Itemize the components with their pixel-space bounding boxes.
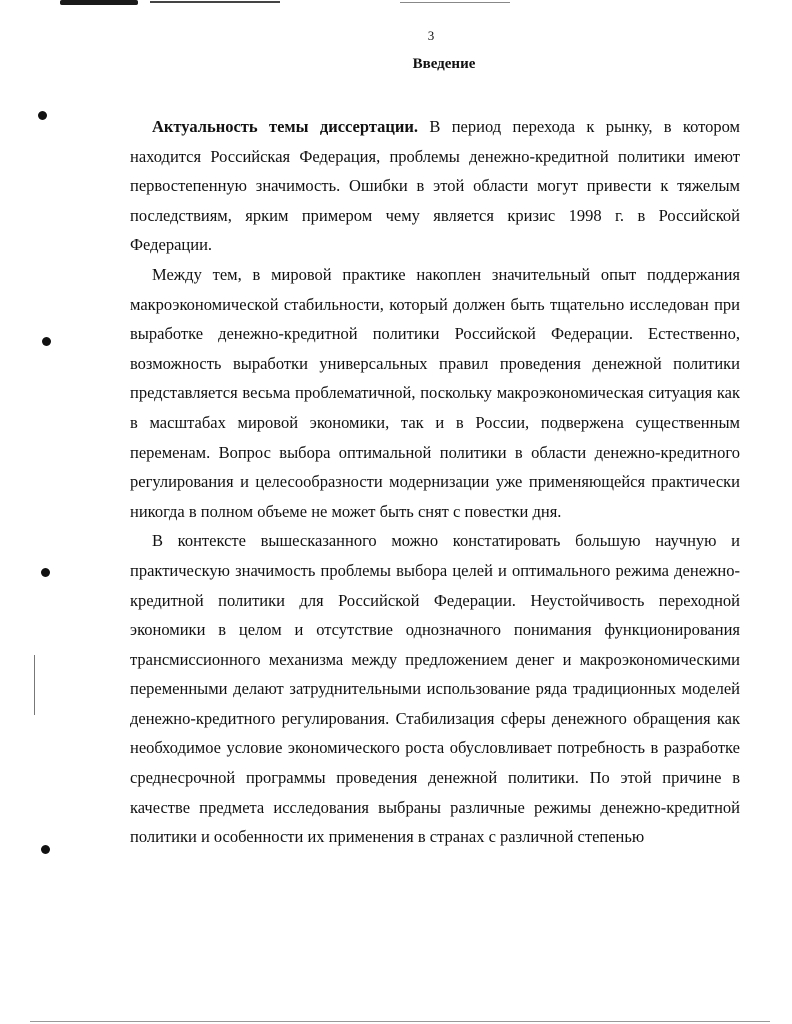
- paragraph: [130, 112, 740, 260]
- binder-hole-dot: [41, 568, 50, 577]
- paragraph: В контексте вышесказанного можно констатировать большую научную и практическую значимость проблемы выбора целей и оптимального режима денежно-кредитной политики для Российской Федерации. Неустойчивость переходной экономики в целом и отсутствие однозначного понимания функционирования трансмиссионного механизма между предложением денег и макроэкономическими переменными делают затруднительными использование ряда традиционных моделей денежно-кредитного регулирования. Стабилизация сферы денежного обращения как необходимое условие экономического роста обусловливает потребность в разработке среднесрочной программы проведения денежной политики. По этой причине в качестве предмета исследования выбраны различные режимы денежно-кредитной политики и особенности их применения в странах с различной степенью: [130, 531, 740, 847]
- binder-hole-dot: [42, 337, 51, 346]
- scan-artifact: [34, 655, 35, 715]
- binder-hole-dot: [41, 845, 50, 854]
- paragraph-text: В период перехода к рынку, в котором находится Российская Федерация, проблемы денежно-кредитной политики имеют первостепенную значимость. Ошибки в этой области могут привести к тяжелым последствиям, ярким примером чему является кризис 1998 г. в Российской Федерации.: [130, 117, 740, 255]
- binder-hole-dot: [38, 111, 47, 120]
- scan-artifact: [150, 1, 280, 3]
- scan-artifact: [30, 1021, 770, 1022]
- body-text: [130, 112, 740, 852]
- scan-artifact: [400, 2, 510, 3]
- paragraph-lead: Актуальность темы диссертации.: [152, 117, 419, 136]
- scan-artifact: [60, 0, 138, 5]
- paragraph: Между тем, в мировой практике накоплен значительный опыт поддержания макроэкономической стабильности, который должен быть тщательно исследован при выработке денежно-кредитной политики Российской Федерации. Естественно, возможность выработки универсальных правил проведения денежной политики представляется весьма проблематичной, поскольку макроэкономическая ситуация как в масштабах мировой экономики, так и в России, подвержена существенным переменам. Вопрос выбора оптимальной политики в области денежно-кредитного регулирования и целесообразности модернизации уже применяющейся практически никогда в полном объеме не может быть снят с повестки дня.: [130, 264, 740, 521]
- page-number: 3: [427, 28, 435, 43]
- section-heading: Введение: [412, 56, 476, 72]
